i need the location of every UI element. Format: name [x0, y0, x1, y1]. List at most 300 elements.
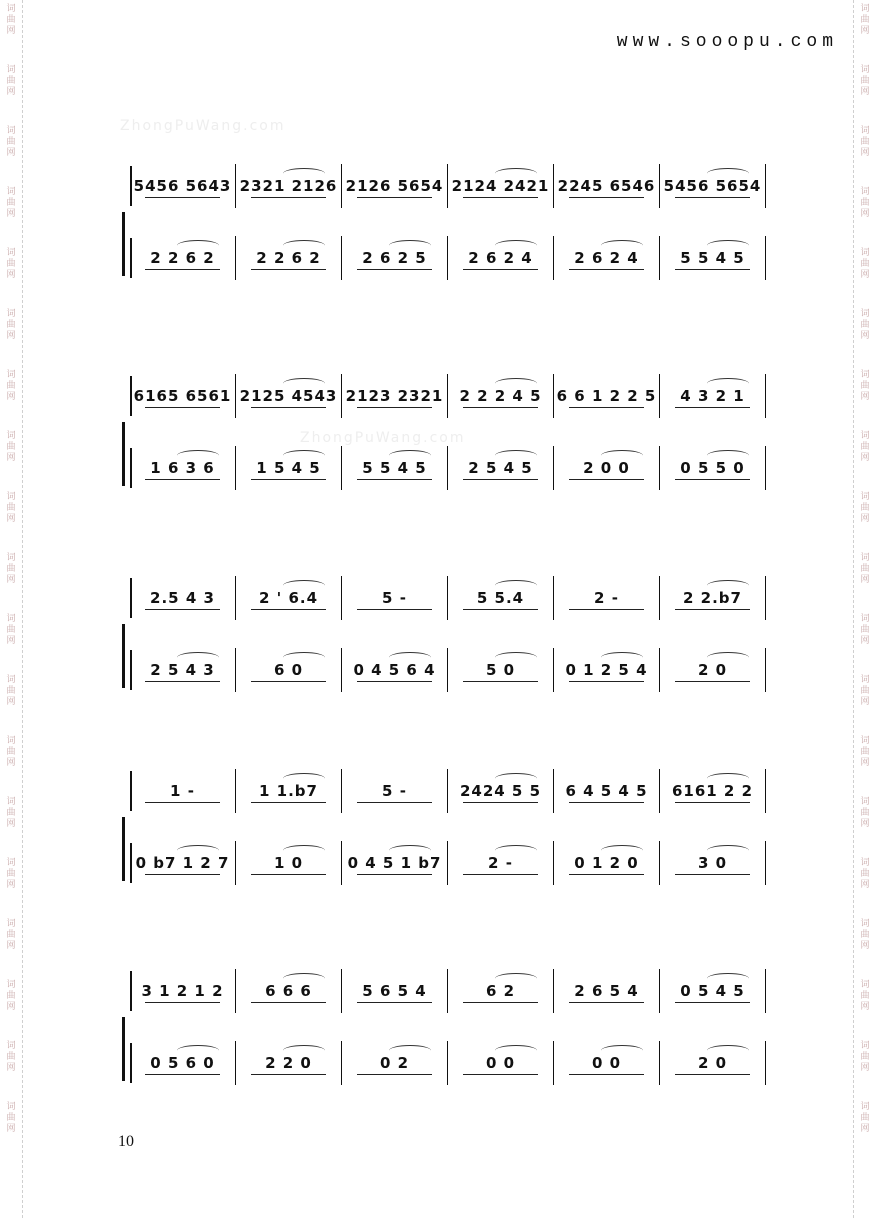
measure-notes: 1 6 3 6 [150, 459, 215, 477]
beam-underline [675, 1074, 751, 1075]
measure [342, 648, 448, 692]
side-watermark-glyph: 曲 [6, 15, 16, 25]
measure [660, 164, 766, 208]
measure [660, 841, 766, 885]
lower-staff [130, 1041, 766, 1085]
side-watermark-glyph: 曲 [6, 686, 16, 696]
side-watermark-glyphs [860, 492, 869, 525]
slur-mark [495, 652, 537, 663]
side-watermark-glyph: 词 [860, 614, 870, 624]
side-watermark-glyph: 词 [860, 370, 870, 380]
slur-mark [707, 580, 749, 591]
side-watermark-glyphs [6, 248, 15, 281]
side-watermark-glyph: 词 [6, 919, 16, 929]
measure [130, 969, 236, 1013]
lower-staff [130, 236, 766, 280]
slur-mark [389, 450, 431, 461]
right-watermark-strip [853, 0, 876, 1218]
measure [130, 236, 236, 280]
staff-bracket [122, 212, 125, 276]
side-watermark-glyph: 曲 [860, 259, 870, 269]
slur-mark [389, 240, 431, 251]
measure [448, 969, 554, 1013]
measure-notes: 2 0 [697, 661, 728, 679]
side-watermark-glyph: 词 [860, 248, 870, 258]
measure [236, 576, 342, 620]
side-watermark-glyph: 词 [860, 126, 870, 136]
side-watermark-glyph: 网 [6, 1124, 16, 1134]
upper-staff [130, 164, 766, 208]
side-watermark-glyph: 词 [6, 4, 16, 14]
side-watermark-glyph: 词 [860, 736, 870, 746]
measure [130, 1041, 236, 1085]
side-watermark-glyph: 曲 [860, 15, 870, 25]
measure-notes: 2 2.b7 [683, 589, 742, 607]
side-watermark-glyphs [860, 4, 869, 37]
side-watermark-glyph: 网 [6, 819, 16, 829]
side-watermark-glyph: 词 [860, 858, 870, 868]
beam-underline [251, 197, 327, 198]
side-watermark-glyph: 曲 [860, 808, 870, 818]
measure-notes: 2 5 4 5 [468, 459, 533, 477]
beam-underline [251, 609, 327, 610]
beam-underline [463, 1074, 539, 1075]
beam-underline [569, 802, 645, 803]
beam-underline [675, 197, 751, 198]
lower-staff [130, 648, 766, 692]
side-watermark-glyph: 词 [860, 1102, 870, 1112]
score-system [118, 150, 766, 300]
measure [554, 236, 660, 280]
side-watermark-glyph: 词 [860, 431, 870, 441]
measure [660, 446, 766, 490]
beam-underline [675, 802, 751, 803]
measure-notes: 2 - [488, 854, 513, 872]
side-watermark-glyphs [860, 309, 869, 342]
slur-mark [495, 580, 537, 591]
side-watermark-glyphs [860, 675, 869, 708]
side-watermark-glyph: 网 [860, 1124, 870, 1134]
side-watermark-glyph: 网 [860, 1063, 870, 1073]
side-watermark-glyphs [6, 492, 15, 525]
side-watermark-glyph: 词 [6, 248, 16, 258]
side-watermark-glyph: 网 [860, 880, 870, 890]
measure [130, 769, 236, 813]
beam-underline [251, 1074, 327, 1075]
measure-notes: 2 6 2 5 [362, 249, 427, 267]
side-watermark-glyph: 曲 [6, 869, 16, 879]
beam-underline [463, 479, 539, 480]
side-watermark-glyph: 网 [860, 392, 870, 402]
side-watermark-glyph: 网 [860, 270, 870, 280]
measure-notes: 2126 5654 [345, 177, 444, 195]
measure-notes: 6 2 [485, 982, 516, 1000]
faint-watermark: ZhongPuWang.com [120, 118, 286, 134]
side-watermark-glyph: 网 [860, 209, 870, 219]
slur-mark [707, 773, 749, 784]
measure-notes: 2 6 2 4 [468, 249, 533, 267]
side-watermark-glyphs [6, 858, 15, 891]
side-watermark-glyphs [860, 919, 869, 952]
slur-mark [707, 240, 749, 251]
side-watermark-glyph: 网 [6, 514, 16, 524]
staff-bracket [122, 624, 125, 688]
side-watermark-glyph: 词 [6, 187, 16, 197]
beam-underline [569, 1002, 645, 1003]
measure-notes: 0 0 [485, 1054, 516, 1072]
side-watermark-glyphs [6, 431, 15, 464]
faint-watermark: ZhongPuWang.com [300, 430, 466, 446]
beam-underline [675, 1002, 751, 1003]
site-url: www.sooopu.com [616, 32, 838, 52]
staff-bracket [122, 1017, 125, 1081]
side-watermark-glyph: 词 [6, 431, 16, 441]
side-watermark-glyphs [6, 126, 15, 159]
side-watermark-glyph: 词 [6, 370, 16, 380]
side-watermark-glyph: 网 [6, 880, 16, 890]
beam-underline [251, 874, 327, 875]
side-watermark-glyph: 网 [860, 575, 870, 585]
side-watermark-glyph: 词 [860, 675, 870, 685]
side-watermark-glyph: 网 [860, 1002, 870, 1012]
beam-underline [357, 609, 433, 610]
slur-mark [283, 450, 325, 461]
side-watermark-glyphs [860, 553, 869, 586]
measure [342, 841, 448, 885]
side-watermark-glyphs [860, 1102, 869, 1135]
side-watermark-glyph: 曲 [6, 442, 16, 452]
measure-notes: 2 2 6 2 [150, 249, 215, 267]
side-watermark-glyphs [6, 919, 15, 952]
side-watermark-glyphs [6, 4, 15, 37]
side-watermark-glyph: 词 [6, 309, 16, 319]
measure [130, 576, 236, 620]
beam-underline [357, 269, 433, 270]
side-watermark-glyphs [860, 736, 869, 769]
beam-underline [569, 197, 645, 198]
side-watermark-glyph: 网 [860, 514, 870, 524]
measure [342, 769, 448, 813]
slur-mark [283, 973, 325, 984]
side-watermark-glyph: 网 [6, 209, 16, 219]
beam-underline [357, 407, 433, 408]
measure [660, 769, 766, 813]
side-watermark-glyph: 词 [6, 492, 16, 502]
slur-mark [177, 450, 219, 461]
measure-notes: 2123 2321 [345, 387, 444, 405]
measure [554, 969, 660, 1013]
measure-notes: 5 - [382, 589, 407, 607]
measure [342, 164, 448, 208]
slur-mark [283, 240, 325, 251]
measure [660, 236, 766, 280]
side-watermark-glyph: 词 [860, 797, 870, 807]
measure-notes: 5 6 5 4 [362, 982, 427, 1000]
side-watermark-glyph: 词 [860, 919, 870, 929]
page-number: 10 [118, 1133, 134, 1150]
measure [554, 1041, 660, 1085]
upper-staff [130, 769, 766, 813]
beam-underline [357, 1002, 433, 1003]
measure-notes: 2 2 0 [265, 1054, 312, 1072]
side-watermark-glyph: 词 [860, 1041, 870, 1051]
side-watermark-glyph: 词 [6, 736, 16, 746]
measure-notes: 6161 2 2 [671, 782, 754, 800]
measure-notes: 2 0 [697, 1054, 728, 1072]
slur-mark [283, 168, 325, 179]
side-watermark-glyph: 网 [6, 392, 16, 402]
measure [448, 648, 554, 692]
side-watermark-glyph: 曲 [860, 564, 870, 574]
measure [554, 374, 660, 418]
side-watermark-glyph: 网 [6, 270, 16, 280]
measure-notes: 5456 5654 [663, 177, 762, 195]
side-watermark-glyph: 词 [6, 553, 16, 563]
beam-underline [357, 197, 433, 198]
measure-notes: 6 4 5 4 5 [565, 782, 648, 800]
beam-underline [145, 609, 221, 610]
beam-underline [357, 874, 433, 875]
measure [554, 648, 660, 692]
measure-notes: 2 0 0 [583, 459, 630, 477]
measure [554, 769, 660, 813]
measure-notes: 5 5 4 5 [362, 459, 427, 477]
measure [130, 648, 236, 692]
measure-notes: 0 2 [379, 1054, 410, 1072]
beam-underline [675, 479, 751, 480]
measure [448, 576, 554, 620]
slur-mark [707, 652, 749, 663]
measure [554, 164, 660, 208]
beam-underline [357, 802, 433, 803]
measure-notes: 5 5.4 [476, 589, 525, 607]
measure-notes: 0 1 2 5 4 [565, 661, 648, 679]
slur-mark [601, 845, 643, 856]
measure [236, 446, 342, 490]
measure-notes: 6 0 [273, 661, 304, 679]
side-watermark-glyph: 网 [6, 1002, 16, 1012]
side-watermark-glyph: 词 [860, 309, 870, 319]
measure [236, 164, 342, 208]
measure [342, 446, 448, 490]
beam-underline [145, 1074, 221, 1075]
side-watermark-glyphs [6, 309, 15, 342]
measure-notes: 1 - [170, 782, 195, 800]
side-watermark-glyph: 曲 [860, 1113, 870, 1123]
side-watermark-glyph: 曲 [6, 625, 16, 635]
measure [448, 374, 554, 418]
measure-notes: 5 0 [485, 661, 516, 679]
measure-notes: 2321 2126 [239, 177, 338, 195]
measure-notes: 2245 6546 [557, 177, 656, 195]
side-watermark-glyph: 网 [860, 697, 870, 707]
side-watermark-glyph: 词 [860, 492, 870, 502]
beam-underline [463, 681, 539, 682]
side-watermark-glyph: 网 [6, 26, 16, 36]
side-watermark-glyphs [6, 980, 15, 1013]
slur-mark [389, 845, 431, 856]
side-watermark-glyph: 网 [6, 697, 16, 707]
measure [342, 236, 448, 280]
side-watermark-glyphs [6, 187, 15, 220]
measure-notes: 2 - [594, 589, 619, 607]
beam-underline [357, 479, 433, 480]
slur-mark [495, 845, 537, 856]
beam-underline [675, 407, 751, 408]
beam-underline [463, 609, 539, 610]
side-watermark-glyph: 曲 [860, 320, 870, 330]
beam-underline [357, 681, 433, 682]
upper-staff [130, 374, 766, 418]
beam-underline [463, 802, 539, 803]
measure-notes: 3 0 [697, 854, 728, 872]
measure-notes: 0 5 6 0 [150, 1054, 215, 1072]
measure [448, 164, 554, 208]
side-watermark-glyph: 网 [860, 26, 870, 36]
side-watermark-glyph: 词 [6, 797, 16, 807]
measure [448, 769, 554, 813]
slur-mark [283, 580, 325, 591]
side-watermark-glyph: 曲 [6, 137, 16, 147]
side-watermark-glyph: 曲 [6, 503, 16, 513]
side-watermark-glyph: 曲 [6, 320, 16, 330]
side-watermark-glyph: 网 [6, 575, 16, 585]
beam-underline [463, 1002, 539, 1003]
slur-mark [283, 378, 325, 389]
side-watermark-glyphs [860, 65, 869, 98]
measure [342, 374, 448, 418]
beam-underline [463, 269, 539, 270]
side-watermark-glyph: 词 [6, 126, 16, 136]
side-watermark-glyph: 网 [860, 453, 870, 463]
side-watermark-glyph: 词 [6, 65, 16, 75]
beam-underline [675, 609, 751, 610]
slur-mark [495, 450, 537, 461]
beam-underline [357, 1074, 433, 1075]
side-watermark-glyph: 词 [6, 1102, 16, 1112]
side-watermark-glyphs [860, 797, 869, 830]
beam-underline [145, 1002, 221, 1003]
beam-underline [251, 269, 327, 270]
measure-notes: 2 6 5 4 [574, 982, 639, 1000]
side-watermark-glyph: 网 [6, 636, 16, 646]
side-watermark-glyph: 曲 [860, 503, 870, 513]
measure-notes: 3 1 2 1 2 [141, 982, 224, 1000]
score-system [118, 755, 766, 905]
side-watermark-glyph: 词 [860, 4, 870, 14]
beam-underline [569, 479, 645, 480]
side-watermark-glyph: 网 [6, 453, 16, 463]
side-watermark-glyph: 曲 [6, 991, 16, 1001]
measure-notes: 2 ' 6.4 [258, 589, 319, 607]
side-watermark-glyph: 网 [6, 1063, 16, 1073]
measure [236, 969, 342, 1013]
measure-notes: 0 5 4 5 [680, 982, 745, 1000]
side-watermark-glyph: 词 [860, 187, 870, 197]
measure [554, 841, 660, 885]
beam-underline [145, 874, 221, 875]
upper-staff [130, 576, 766, 620]
beam-underline [463, 407, 539, 408]
slur-mark [707, 973, 749, 984]
measure [448, 236, 554, 280]
score-system [118, 955, 766, 1105]
slur-mark [177, 845, 219, 856]
upper-staff [130, 969, 766, 1013]
side-watermark-glyph: 曲 [6, 930, 16, 940]
side-watermark-glyph: 曲 [860, 381, 870, 391]
slur-mark [601, 240, 643, 251]
beam-underline [569, 609, 645, 610]
side-watermark-glyphs [860, 370, 869, 403]
slur-mark [601, 1045, 643, 1056]
side-watermark-glyph: 词 [6, 614, 16, 624]
beam-underline [251, 1002, 327, 1003]
side-watermark-glyph: 曲 [6, 76, 16, 86]
measure-notes: 2 6 2 4 [574, 249, 639, 267]
beam-underline [463, 197, 539, 198]
measure-notes: 5 5 4 5 [680, 249, 745, 267]
side-watermark-glyphs [860, 126, 869, 159]
measure [660, 374, 766, 418]
slur-mark [495, 240, 537, 251]
slur-mark [601, 450, 643, 461]
slur-mark [389, 652, 431, 663]
beam-underline [145, 479, 221, 480]
beam-underline [569, 874, 645, 875]
lower-staff [130, 841, 766, 885]
side-watermark-glyph: 曲 [6, 259, 16, 269]
beam-underline [569, 269, 645, 270]
measure [342, 576, 448, 620]
measure [448, 446, 554, 490]
side-watermark-glyphs [6, 614, 15, 647]
beam-underline [145, 802, 221, 803]
measure [554, 446, 660, 490]
slur-mark [707, 845, 749, 856]
beam-underline [569, 681, 645, 682]
measure-notes: 2124 2421 [451, 177, 550, 195]
side-watermark-glyph: 词 [6, 980, 16, 990]
measure [236, 236, 342, 280]
side-watermark-glyphs [860, 858, 869, 891]
slur-mark [283, 773, 325, 784]
side-watermark-glyph: 曲 [860, 930, 870, 940]
measure-notes: 4 3 2 1 [680, 387, 745, 405]
beam-underline [251, 802, 327, 803]
score-system [118, 562, 766, 712]
side-watermark-glyphs [6, 553, 15, 586]
measure [554, 576, 660, 620]
beam-underline [251, 681, 327, 682]
slur-mark [495, 773, 537, 784]
slur-mark [495, 378, 537, 389]
slur-mark [177, 652, 219, 663]
measure [448, 1041, 554, 1085]
measure [660, 969, 766, 1013]
slur-mark [495, 1045, 537, 1056]
staff-bracket [122, 817, 125, 881]
measure [342, 969, 448, 1013]
side-watermark-glyphs [6, 1102, 15, 1135]
side-watermark-glyph: 曲 [860, 625, 870, 635]
side-watermark-glyphs [6, 675, 15, 708]
measure-notes: 6 6 1 2 2 5 [556, 387, 657, 405]
side-watermark-glyph: 网 [6, 941, 16, 951]
side-watermark-glyph: 曲 [6, 747, 16, 757]
measure-notes: 1 5 4 5 [256, 459, 321, 477]
measure-notes: 2 2 2 4 5 [459, 387, 542, 405]
